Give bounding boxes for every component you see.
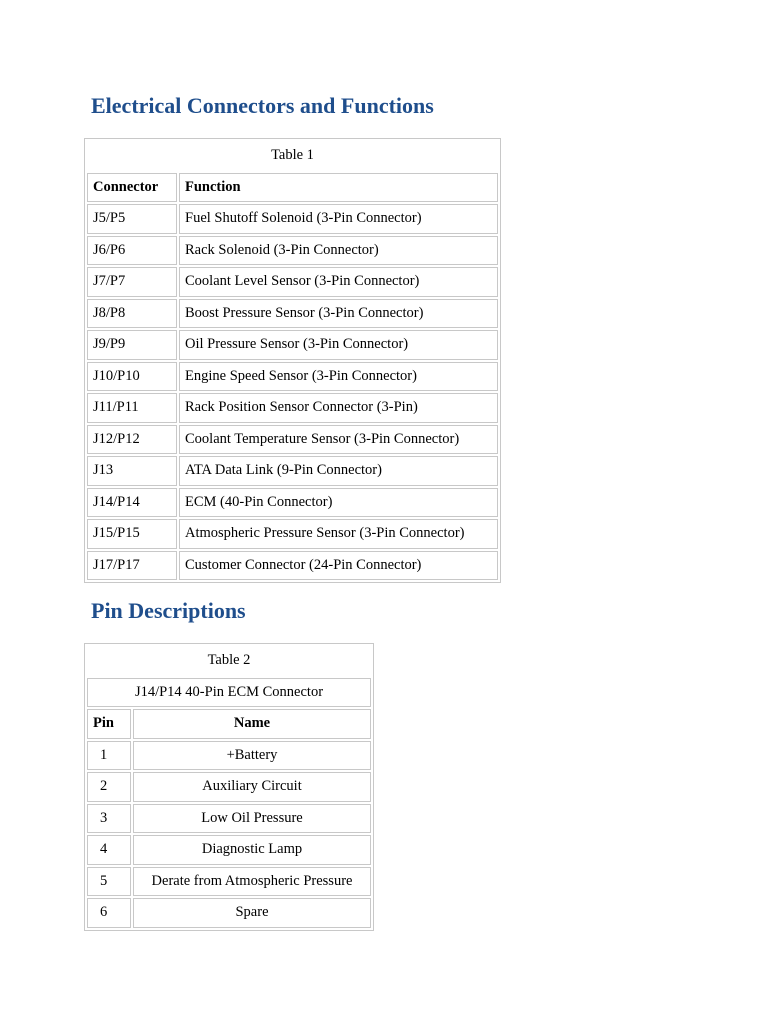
connector-cell: J6/P6 xyxy=(87,236,177,266)
connector-cell: J14/P14 xyxy=(87,488,177,518)
table-row xyxy=(87,236,498,266)
column-header-name: Name xyxy=(133,709,371,739)
table-row xyxy=(87,488,498,518)
function-cell: Boost Pressure Sensor (3-Pin Connector) xyxy=(179,299,498,329)
table-header-row xyxy=(87,709,371,739)
connector-table xyxy=(84,138,501,583)
function-cell: Rack Position Sensor Connector (3-Pin) xyxy=(179,393,498,423)
name-cell: Diagnostic Lamp xyxy=(133,835,371,865)
pin-cell: 6 xyxy=(87,898,131,928)
function-cell: Atmospheric Pressure Sensor (3-Pin Connector) xyxy=(179,519,498,549)
table-row xyxy=(87,425,498,455)
connector-cell: J13 xyxy=(87,456,177,486)
table-row xyxy=(87,362,498,392)
table-caption-row xyxy=(87,141,498,171)
name-cell: +Battery xyxy=(133,741,371,771)
section-heading-connectors: Electrical Connectors and Functions xyxy=(91,93,434,118)
function-cell: ATA Data Link (9-Pin Connector) xyxy=(179,456,498,486)
connector-cell: J12/P12 xyxy=(87,425,177,455)
table-row xyxy=(87,456,498,486)
name-cell: Auxiliary Circuit xyxy=(133,772,371,802)
table-row xyxy=(87,519,498,549)
table-caption: Table 2 xyxy=(207,652,251,669)
table-caption: Table 1 xyxy=(271,147,314,164)
pin-cell: 2 xyxy=(87,772,131,802)
table-subcaption: J14/P14 40-Pin ECM Connector xyxy=(87,678,371,708)
function-cell: Fuel Shutoff Solenoid (3-Pin Connector) xyxy=(179,204,498,234)
table-row xyxy=(87,772,371,802)
table-row xyxy=(87,551,498,581)
pin-cell: 4 xyxy=(87,835,131,865)
connector-cell: J11/P11 xyxy=(87,393,177,423)
connector-cell: J5/P5 xyxy=(87,204,177,234)
connector-cell: J7/P7 xyxy=(87,267,177,297)
column-header-connector: Connector xyxy=(87,173,177,203)
table-subcaption-row xyxy=(87,678,371,708)
column-header-function: Function xyxy=(179,173,498,203)
pin-cell: 5 xyxy=(87,867,131,897)
function-cell: Customer Connector (24-Pin Connector) xyxy=(179,551,498,581)
function-cell: Rack Solenoid (3-Pin Connector) xyxy=(179,236,498,266)
function-cell: Oil Pressure Sensor (3-Pin Connector) xyxy=(179,330,498,360)
function-cell: Coolant Temperature Sensor (3-Pin Connector) xyxy=(179,425,498,455)
connector-cell: J9/P9 xyxy=(87,330,177,360)
table-row xyxy=(87,835,371,865)
table-row xyxy=(87,804,371,834)
table-header-row xyxy=(87,173,498,203)
connector-cell: J10/P10 xyxy=(87,362,177,392)
table-row xyxy=(87,330,498,360)
name-cell: Derate from Atmospheric Pressure xyxy=(133,867,371,897)
function-cell: ECM (40-Pin Connector) xyxy=(179,488,498,518)
table-row xyxy=(87,204,498,234)
name-cell: Low Oil Pressure xyxy=(133,804,371,834)
name-cell: Spare xyxy=(133,898,371,928)
column-header-pin: Pin xyxy=(87,709,131,739)
section-heading-pin-descriptions: Pin Descriptions xyxy=(91,598,246,623)
table-row xyxy=(87,741,371,771)
connector-cell: J15/P15 xyxy=(87,519,177,549)
pin-cell: 1 xyxy=(87,741,131,771)
function-cell: Coolant Level Sensor (3-Pin Connector) xyxy=(179,267,498,297)
pin-table xyxy=(84,643,374,931)
table-row xyxy=(87,267,498,297)
table-row xyxy=(87,299,498,329)
function-cell: Engine Speed Sensor (3-Pin Connector) xyxy=(179,362,498,392)
connector-cell: J8/P8 xyxy=(87,299,177,329)
pin-cell: 3 xyxy=(87,804,131,834)
connector-cell: J17/P17 xyxy=(87,551,177,581)
table-row xyxy=(87,867,371,897)
table-row xyxy=(87,393,498,423)
table-row xyxy=(87,898,371,928)
table-caption-row xyxy=(87,646,371,676)
